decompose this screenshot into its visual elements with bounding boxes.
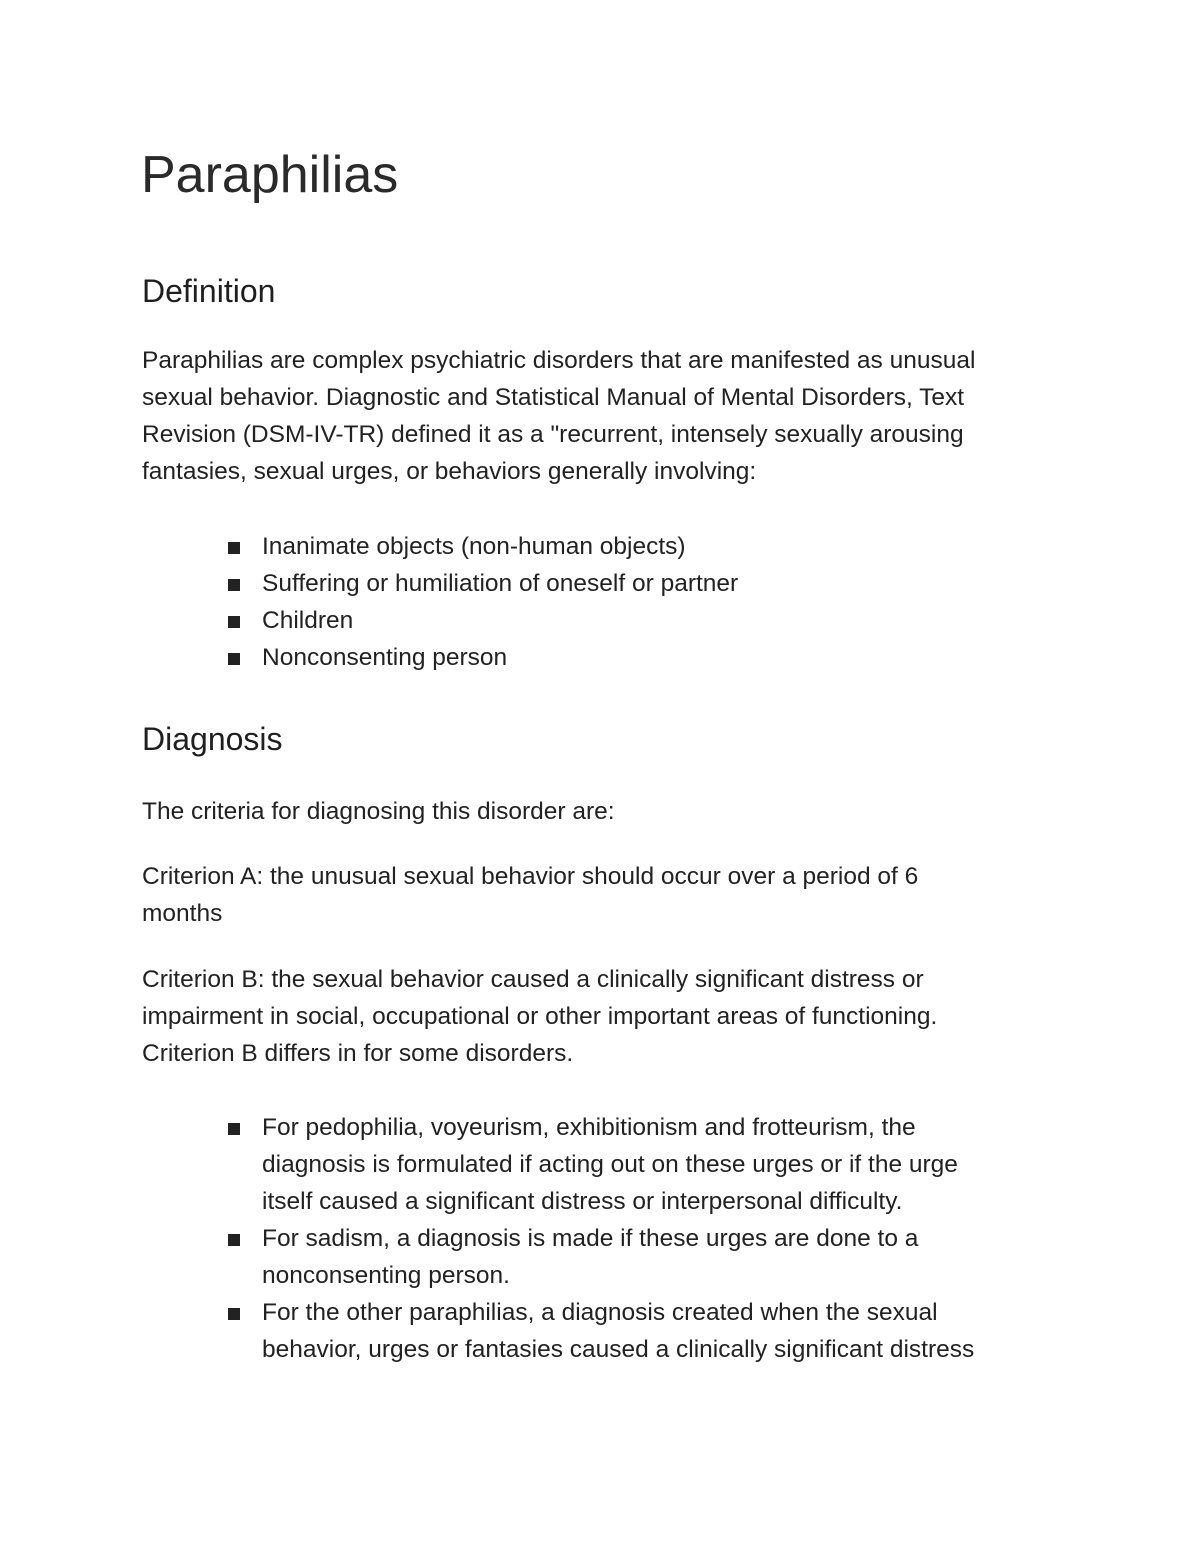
page-title: Paraphilias <box>141 146 399 204</box>
square-bullet-icon <box>228 653 240 665</box>
diagnosis-bullet-list <box>228 1109 1068 1368</box>
square-bullet-icon <box>228 579 240 591</box>
square-bullet-icon <box>228 542 240 554</box>
list-item-text: itself caused a significant distress or interpersonal difficulty. <box>262 1188 903 1215</box>
list-item <box>228 639 1068 676</box>
paragraph-line: Paraphilias are complex psychiatric disorders that are manifested as unusual <box>142 347 976 374</box>
list-item <box>228 1294 1068 1368</box>
paragraph-line: Criterion B: the sexual behavior caused a clinically significant distress or <box>142 966 924 993</box>
square-bullet-icon <box>228 1123 240 1135</box>
list-item <box>228 1220 1068 1294</box>
list-item <box>228 1109 1068 1220</box>
list-item-text: Suffering or humiliation of oneself or partner <box>262 570 739 597</box>
criterion-b-paragraph <box>142 961 1062 1072</box>
paragraph-line: fantasies, sexual urges, or behaviors generally involving: <box>142 458 757 485</box>
paragraph-line: The criteria for diagnosing this disorder are: <box>142 798 615 825</box>
list-item-text: Nonconsenting person <box>262 644 508 671</box>
list-item-text: Children <box>262 607 354 634</box>
square-bullet-icon <box>228 616 240 628</box>
list-item-text: nonconsenting person. <box>262 1262 510 1289</box>
list-item-text: For the other paraphilias, a diagnosis created when the sexual <box>262 1299 938 1326</box>
paragraph-line: months <box>142 900 223 927</box>
paragraph-line: Criterion B differs in for some disorders. <box>142 1040 574 1067</box>
square-bullet-icon <box>228 1308 240 1320</box>
square-bullet-icon <box>228 1234 240 1246</box>
paragraph-line: Criterion A: the unusual sexual behavior should occur over a period of 6 <box>142 863 919 890</box>
list-item-text: behavior, urges or fantasies caused a clinically significant distress <box>262 1336 975 1363</box>
paragraph-line: Revision (DSM-IV-TR) defined it as a "recurrent, intensely sexually arousing <box>142 421 964 448</box>
list-item-text: Inanimate objects (non-human objects) <box>262 533 686 560</box>
section-heading-diagnosis: Diagnosis <box>142 721 283 757</box>
list-item <box>228 602 1068 639</box>
diagnosis-intro <box>142 793 1062 830</box>
definition-paragraph <box>142 342 1062 490</box>
list-item-text: For sadism, a diagnosis is made if these urges are done to a <box>262 1225 919 1252</box>
list-item <box>228 528 1068 565</box>
criterion-a-paragraph <box>142 858 1062 932</box>
section-heading-definition: Definition <box>142 273 276 309</box>
paragraph-line: sexual behavior. Diagnostic and Statistical Manual of Mental Disorders, Text <box>142 384 965 411</box>
list-item <box>228 565 1068 602</box>
paragraph-line: impairment in social, occupational or other important areas of functioning. <box>142 1003 938 1030</box>
list-item-text: For pedophilia, voyeurism, exhibitionism and frotteurism, the <box>262 1114 916 1141</box>
list-item-text: diagnosis is formulated if acting out on these urges or if the urge <box>262 1151 958 1178</box>
definition-bullet-list <box>228 528 1068 676</box>
